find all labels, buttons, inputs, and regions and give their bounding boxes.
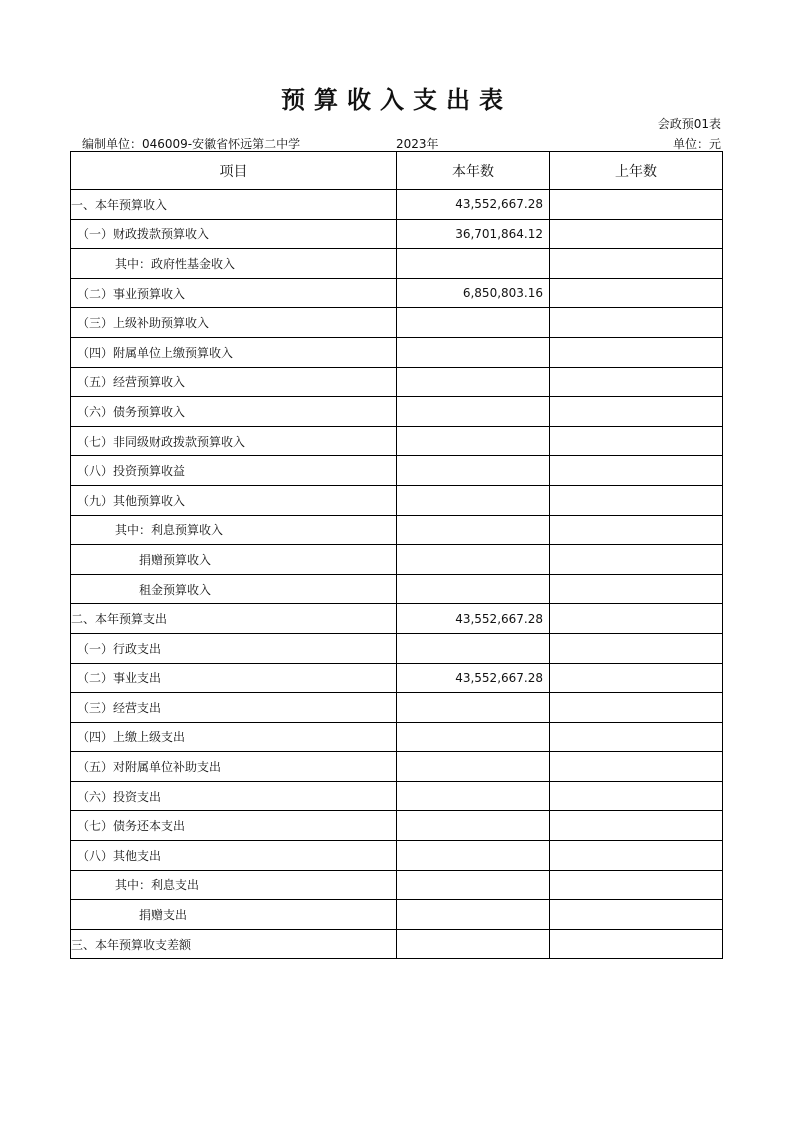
row-label: 捐赠预算收入 xyxy=(71,545,397,575)
row-label: （六）债务预算收入 xyxy=(71,397,397,427)
header-item: 项目 xyxy=(71,152,397,190)
header-current-year: 本年数 xyxy=(397,152,550,190)
current-year-value xyxy=(397,752,550,782)
table-row xyxy=(71,249,723,279)
current-year-value xyxy=(397,397,550,427)
current-year-value xyxy=(397,456,550,486)
current-year-value xyxy=(397,811,550,841)
prior-year-value xyxy=(550,397,723,427)
row-label: 其中：利息预算收入 xyxy=(71,515,397,545)
row-label: （四）上缴上级支出 xyxy=(71,722,397,752)
row-label: （二）事业支出 xyxy=(71,663,397,693)
prior-year-value xyxy=(550,515,723,545)
prior-year-value xyxy=(550,456,723,486)
current-year-value xyxy=(397,870,550,900)
table-row xyxy=(71,693,723,723)
row-label: （七）债务还本支出 xyxy=(71,811,397,841)
current-year-value xyxy=(397,841,550,871)
row-label: 其中：政府性基金收入 xyxy=(71,249,397,279)
table-row xyxy=(71,841,723,871)
current-year-value: 43,552,667.28 xyxy=(397,604,550,634)
prior-year-value xyxy=(550,278,723,308)
prior-year-value xyxy=(550,190,723,220)
row-label: 捐赠支出 xyxy=(71,900,397,930)
row-label: 租金预算收入 xyxy=(71,574,397,604)
current-year-value xyxy=(397,367,550,397)
report-year: 2023年 xyxy=(396,137,439,151)
current-year-value xyxy=(397,693,550,723)
table-row xyxy=(71,337,723,367)
current-year-value xyxy=(397,545,550,575)
prior-year-value xyxy=(550,574,723,604)
prior-year-value xyxy=(550,308,723,338)
current-year-value xyxy=(397,515,550,545)
current-year-value xyxy=(397,722,550,752)
current-year-value xyxy=(397,781,550,811)
prior-year-value xyxy=(550,219,723,249)
prior-year-value xyxy=(550,633,723,663)
current-year-value xyxy=(397,574,550,604)
current-year-value: 36,701,864.12 xyxy=(397,219,550,249)
row-label: （三）经营支出 xyxy=(71,693,397,723)
table-row xyxy=(71,456,723,486)
current-year-value xyxy=(397,249,550,279)
prior-year-value xyxy=(550,545,723,575)
prior-year-value xyxy=(550,929,723,959)
prior-year-value xyxy=(550,249,723,279)
table-row xyxy=(71,604,723,634)
current-year-value: 43,552,667.28 xyxy=(397,663,550,693)
current-year-value xyxy=(397,485,550,515)
row-label: 三、本年预算收支差额 xyxy=(71,929,397,959)
prior-year-value xyxy=(550,426,723,456)
table-row xyxy=(71,574,723,604)
table-row xyxy=(71,278,723,308)
budget-table xyxy=(70,151,723,959)
table-row xyxy=(71,781,723,811)
table-row xyxy=(71,545,723,575)
currency-unit: 单位：元 xyxy=(672,137,721,151)
current-year-value: 43,552,667.28 xyxy=(397,190,550,220)
table-row xyxy=(71,426,723,456)
prior-year-value xyxy=(550,693,723,723)
prior-year-value xyxy=(550,752,723,782)
row-label: （一）财政拨款预算收入 xyxy=(71,219,397,249)
table-row xyxy=(71,900,723,930)
reporting-unit: 编制单位：046009-安徽省怀远第二中学 xyxy=(82,137,301,151)
prior-year-value xyxy=(550,485,723,515)
table-header-row xyxy=(71,152,723,190)
table-row xyxy=(71,190,723,220)
table-row xyxy=(71,811,723,841)
row-label: （九）其他预算收入 xyxy=(71,485,397,515)
table-row xyxy=(71,929,723,959)
table-row xyxy=(71,367,723,397)
row-label: 一、本年预算收入 xyxy=(71,190,397,220)
prior-year-value xyxy=(550,811,723,841)
table-row xyxy=(71,722,723,752)
row-label: （七）非同级财政拨款预算收入 xyxy=(71,426,397,456)
table-row xyxy=(71,397,723,427)
prior-year-value xyxy=(550,367,723,397)
row-label: （四）附属单位上缴预算收入 xyxy=(71,337,397,367)
row-label: （五）对附属单位补助支出 xyxy=(71,752,397,782)
current-year-value xyxy=(397,308,550,338)
table-row xyxy=(71,485,723,515)
prior-year-value xyxy=(550,900,723,930)
row-label: （五）经营预算收入 xyxy=(71,367,397,397)
prior-year-value xyxy=(550,604,723,634)
current-year-value xyxy=(397,929,550,959)
table-row xyxy=(71,663,723,693)
prior-year-value xyxy=(550,722,723,752)
prior-year-value xyxy=(550,337,723,367)
row-label: （八）其他支出 xyxy=(71,841,397,871)
row-label: （二）事业预算收入 xyxy=(71,278,397,308)
table-row xyxy=(71,633,723,663)
page-title: 预算收入支出表 xyxy=(281,86,512,114)
row-label: （一）行政支出 xyxy=(71,633,397,663)
prior-year-value xyxy=(550,870,723,900)
current-year-value xyxy=(397,337,550,367)
table-row xyxy=(71,515,723,545)
form-code: 会政预01表 xyxy=(657,117,721,131)
table-row xyxy=(71,219,723,249)
row-label: （三）上级补助预算收入 xyxy=(71,308,397,338)
row-label: （六）投资支出 xyxy=(71,781,397,811)
table-row xyxy=(71,752,723,782)
table-row xyxy=(71,870,723,900)
header-prior-year: 上年数 xyxy=(550,152,723,190)
current-year-value: 6,850,803.16 xyxy=(397,278,550,308)
row-label: （八）投资预算收益 xyxy=(71,456,397,486)
prior-year-value xyxy=(550,663,723,693)
row-label: 其中：利息支出 xyxy=(71,870,397,900)
current-year-value xyxy=(397,426,550,456)
prior-year-value xyxy=(550,841,723,871)
table-row xyxy=(71,308,723,338)
current-year-value xyxy=(397,633,550,663)
row-label: 二、本年预算支出 xyxy=(71,604,397,634)
prior-year-value xyxy=(550,781,723,811)
current-year-value xyxy=(397,900,550,930)
